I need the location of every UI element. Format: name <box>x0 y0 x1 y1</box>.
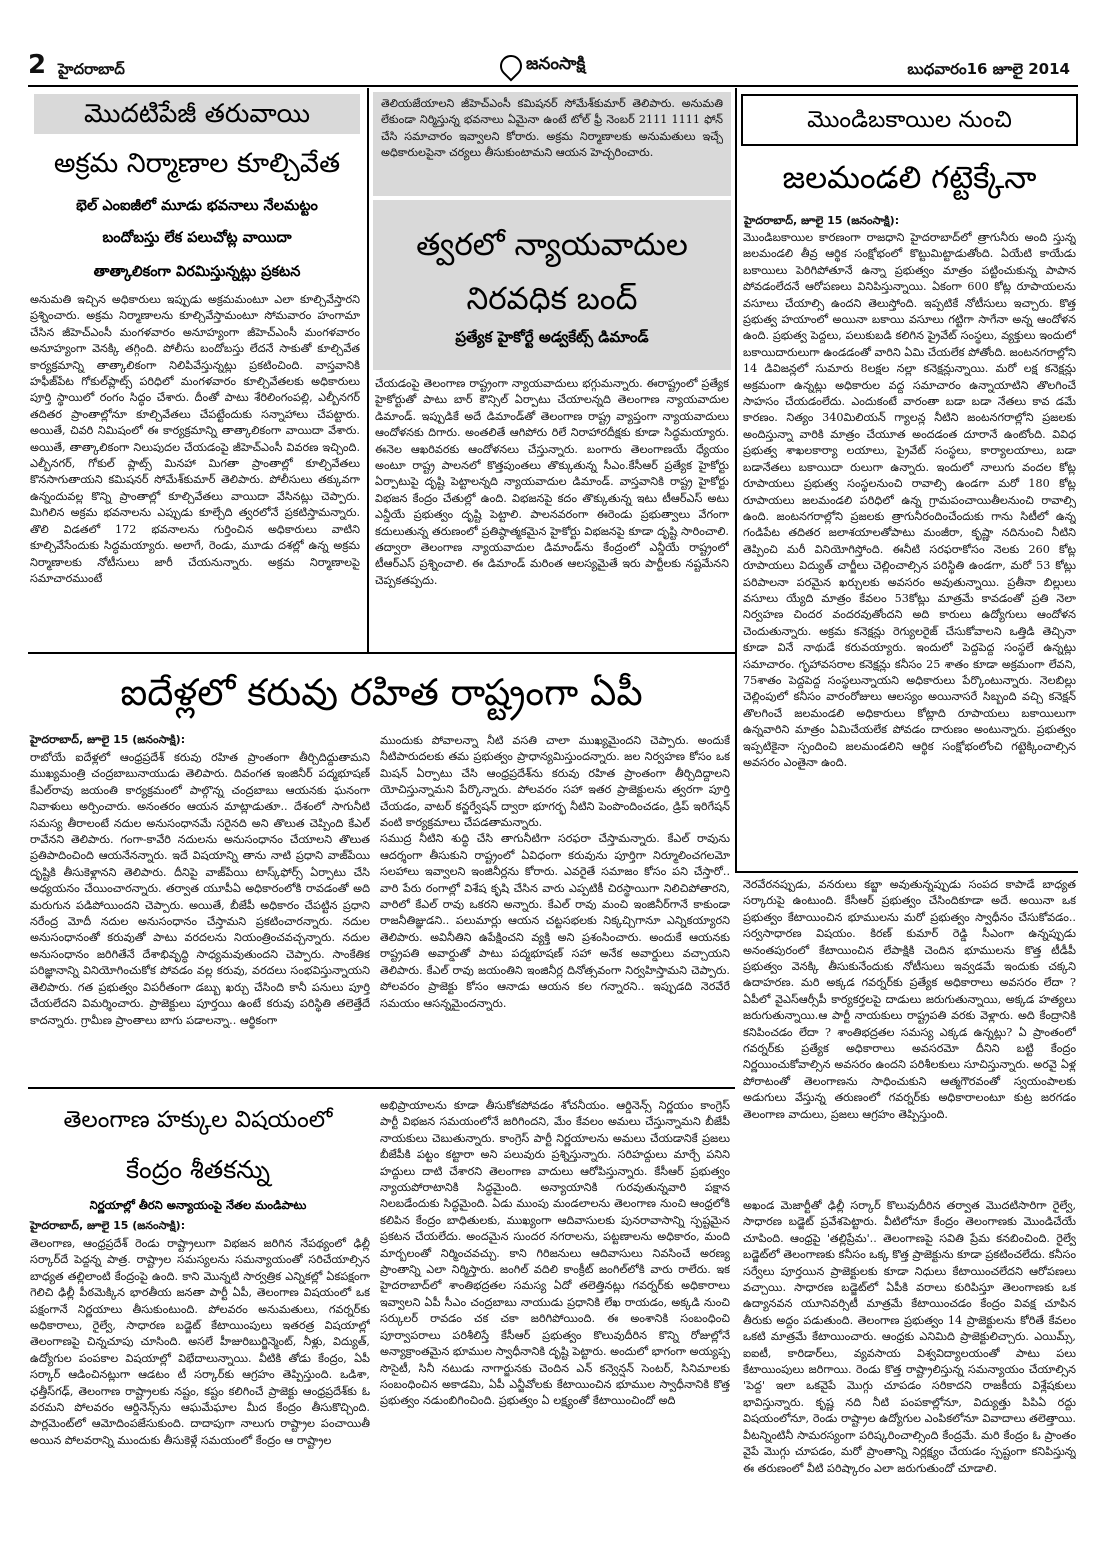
article1-subhead-1: భెల్ ఎంఐజీలో మూడు భవనాలు నేలమట్టం <box>76 198 318 214</box>
article3-body: మొండిబకాయిల కారణంగా రాజధాని హైదరాబాద్‌లో త్రాగునీరు అంది స్తున్న జలమండలి తీవ్ర ఆర్థిక సంక్షోభంలో కొట్టుమిట్టాడుతోంది. ఏయేటి కాయేడు బకాయిలు పెరిగిపోతూనే ఉన్నా ప్రభుత్వం మాత్రం పట్టించుకున్న పాపాన పోవడంలేదనే ఆరోపణలు వినిపిస్తున్నాయి. ఏకంగా 600 కోట్ల రూపాయలను వసూలు చేయాల్సి ఉందని తెలుస్తోంది. ఇప్పటికే నోటీసులు ఇచ్చారు. కొత్త ప్రభుత్వ హయాంలో అయినా బకాయి వసూలు గట్టిగా సాగేనా అన్న ఆందోళన ఉంది. ప్రభుత్వ పెద్దలు, పలుకుబడి కలిగిన ప్రైవేట్ సంస్థలు, వ్యక్తులు ఇందులో బకాయిదారులుగా ఉండడంతో వారిని ఏమి చేయలేక పోతోంది. జంటనగరాల్లోని 14 డివిజన్లలో సుమారు 8లక్షల నల్లా కనెక్షన్లున్నాయి. మరో లక్ష కనెక్షన్లు అక్రమంగా ఉన్నట్లు అధికారుల వద్ద సమాచారం ఉన్నాయాటిని తొలగించే సాహసం చేయడంలేదు. ఎందుకంటే వారంతా బడా బడా నేతలు కావ డమే కారణం. నిత్యం 340మిలియన్ గ్యాలన్ల నీటిని జంటనగరాల్లోని ప్రజలకు అందిస్తున్నా వారికి మాత్రం చేయూత అందడంత దూరానే ఉంటోంది. వివిధ ప్రభుత్వ శాఖలకార్యా లయాలు, ప్రైవేట్ సంస్థలు, కార్యాలయాలు, బడా బడానేతలు బకాయిదా రులుగా ఉన్నారు. ఇందులో నాలుగు వందల కోట్ల రూపాయలు ప్రభుత్వ సంస్థలనుంచి రావాల్సి ఉండగా మరో 180 కోట్ల రూపాయలు జలమండలి పరిధిలో ఉన్న గ్రామపంచాయితీలనుంచి రావాల్సి ఉంది. జంటనగరాల్లోని ప్రజలకు త్రాగునీరందించేందుకు గాను సిటీలో ఉన్న గండిపేట తదితర జలాశయాలతోపాటు మంజీరా, కృష్ణా నదినుంచి నీటిని తెప్పించి మరీ వినియోగిస్తోంది. ఈనీటి సరఫరాకోసం నెలకు 260 కోట్ల రూపాయలు విద్యుత్ చార్జీలు చెల్లించాల్సిన పరిస్థితి ఉండగా, మరో 53 కోట్లు పరిపాలనా పరమైన ఖర్చులకు అవసరం అవుతున్నాయి. ప్రతీనా బిల్లులు వసూలు య్యేది మాత్రం కేవలం 53కోట్లు మాత్రమే కావడంతో ప్రతి నెలా నిర్వహణ చిందర వందరవుతోందని అది కారులు ఉద్యోగులు ఆందోళన చెందుతున్నారు. అక్రమ కనెక్షన్లు రెగ్యులరైజ్ చేసుకోవాలని ఒత్తిడి తెచ్చినా కూడా వినే నాథుడే కరువయ్యారు. ఇందులో పెద్దపెద్ద సంస్థలే ఉన్నట్లు సమాచారం. గృహావసరాల కనెక్షన్లు కనీసం 25 శాతం కూడా అక్రమంగా లేవని, 75శాతం పెద్దపెద్ద సంస్థలున్నాయని అధికారులు పేర్కొంటున్నారు. నెలబిల్లు చెల్లింపులో కనీసం వారంరోజులు ఆలస్యం అయినాసరే సిబ్బంది వచ్చి కనెక్షన్ తొలగించే జలమండలి అధికారులు కోట్లాది రూపాయలు బకాయిలుగా ఉన్నవారిని మాత్రం ఏమిచేయలేక పోవడం దారుణం అంటున్నారు. ప్రభుత్వం ఇప్పటికైనా స్పందించి జలమండలిని ఆర్థిక సంక్షోభంలోంచి గట్టెక్కించాల్సిన అవసరం ఎంతైనా ఉంది. <box>743 231 1076 769</box>
article1-body-continued: తెలియజేయాలని జీహెచ్‌ఎంసీ కమిషనర్ సోమేశ్‌కుమార్ తెలిపారు. అనుమతి లేకుండా నిర్మిస్తున్న భవనాలు ఏమైనా ఉంటే టోల్ ఫ్రీ నెంబర్ 2111 1111 ఫోన్ చేసి సమాచారం ఇవ్వాలని కోరారు. అక్రమ నిర్మాణాలకు అనుమతులు ఇచ్చే అధికారులపైనా చర్యలు తీసుకుంటామని ఆయన హెచ్చరించారు. <box>381 97 723 160</box>
article5-headline-line2: కేంద్రం శీతకన్ను <box>126 1155 270 1184</box>
article2-headline-line2: నిరవధిక బంద్ <box>466 281 638 317</box>
kicker-banner <box>34 94 360 134</box>
article1-body: అనుమతి ఇచ్చిన అధికారులు ఇప్పుడు అక్రమమంటూ ఎలా కూల్చివేస్తారని ప్రశ్నించారు. అక్రమ నిర్మాణాలను కూల్చివేస్తామంటూ సోమవారం హంగామా చేసిన జీహెచ్‌ఎంసీ మంగళవారం అనూహ్యంగా జీహెచ్‌ఎంసీ మంగళవారం అనూహ్యంగా వెనక్కి తగ్గింది. పోలీసు బందోబస్తు లేదనే సాకుతో కూల్చివేత కార్యక్రమాన్ని తాత్కాలికంగా నిలిపివేస్తున్నట్లు ప్రకటించింది. వాస్తవానికి హఫీజ్‌పేట గోకుల్‌ప్లాట్స్ పరిధిలో మంగళవారం కూల్చివేతలకు అధికారులు పూర్తి స్థాయిలో రంగం సిద్ధం చేశారు. దీంతో పాటు శేరిలింగంపల్లి, ఎల్బీనగర్ తదితర ప్రాంతాల్లోనూ కూల్చివేతలు చేపట్టేందుకు సన్నాహాలు చేపట్టారు. అయితే, చివరి నిమిషంలో ఈ కార్యక్రమాన్ని తాత్కాలికంగా వాయిదా వేశారు. అయితే, తాత్కాలికంగా నిలుపుదల చేయడంపై జీహెచ్‌ఎంసీ వివరణ ఇచ్చింది. ఎల్బీనగర్, గోకుల్ ప్లాట్స్ మినహా మిగతా ప్రాంతాల్లో కూల్చివేతలు కొనసాగుతాయని కమిషనర్ సోమేశ్‌కుమార్ తెలిపారు. పోలీసులు తక్కువగా ఉన్నందువల్ల కొన్ని ప్రాంతాల్లో కూల్చివేతలు వాయిదా వేసినట్లు చెప్పారు. మిగిలిన అక్రమ భవనాలను ఎప్పుడు కూల్చేది త్వరలోనే ప్రకటిస్తామన్నారు. తొలి విడతలో 172 భవనాలను గుర్తించిన అధికారులు వాటిని కూల్చివేసేందుకు సిద్ధమయ్యారు. అలాగే, రెండు, మూడు దశల్లో ఉన్న అక్రమ నిర్మాణాలకు నోటీసులు జారీ చేయనున్నారు. అక్రమ నిర్మాణాలపై సమాచారముంటే <box>30 293 360 585</box>
section-rule <box>28 1087 735 1089</box>
article4-dateline: హైదరాబాద్, జూలై 15 (జనంసాక్షి): <box>30 733 186 746</box>
article4-body-col2: ముందుకు పోవాలన్నా నీటి వసతి చాలా ముఖ్యమైందని చెప్పారు. అందుకే నీటిపారుదలకు తమ ప్రభుత్వం ప్రాధాన్యమిస్తుందన్నారు. జల నిర్వహణ కోసం ఒక మిషన్ ఏర్పాటు చేసి ఆంధ్రప్రదేశ్‌ను కరువు రహిత ప్రాంతంగా తీర్చిదిద్దాలని యోచిస్తున్నామని పేర్కొన్నారు. పోలవరం సహా ఇతర ప్రాజెక్టులను త్వరగా పూర్తి చేయడం, వాటర్ కన్జర్వేషన్ ద్వారా భూగర్భ నీటిని పెంపొందించడం, డ్రిప్ ఇరిగేషన్ వంటి కార్యక్రమాలు చేపడతామన్నారు. సముద్ర నీటిని శుద్ధి చేసి తాగునీటిగా సరఫరా చేస్తామన్నారు. కేఎల్ రావును ఆదర్శంగా తీసుకుని రాష్ట్రంలో ఏవిధంగా కరువును పూర్తిగా నిర్మూలించగలమో సలహాలు ఇవ్వాలని ఇంజినీర్లను కోరారు. ఎవరైతే సమాజం కోసం పని చేస్తారో.. వారి పేరు రంగాల్లో విశేష కృషి చేసిన వారు ఎప్పటికీ చిరస్థాయిగా నిలిచిపోతారని, వారిలో కేఎల్ రావు ఒకరని అన్నారు. కేఎల్ రావు మంచి ఇంజినీర్‌గానే కాకుండా రాజనీతిజ్ఞుడని.. పలుమార్లు ఆయన చట్టసభలకు నిక్కచ్చిగానూ ఎన్నికయ్యారని తెలిపారు. అవినీతిని ఉపేక్షించని వ్యక్తి అని ప్రశంసించారు. అందుకే ఆయనకు రాష్ట్రపతి అవార్డుతో పాటు పద్మభూషణ్ సహా అనేక అవార్డులు వచ్చాయని తెలిపారు. కేఎల్ రావు జయంతిని ఇంజినీర్ల దినోత్సవంగా నిర్వహిస్తామని చెప్పారు. పోలవరం ప్రాజెక్టు కోసం ఆనాడు ఆయన కల గన్నారని.. ఇప్పుడది నెరవేరే సమయం ఆసన్నమైందన్నారు. <box>380 734 730 1010</box>
article5-subhead: నిర్ణయాల్లో తీరని అన్యాయంపై నేతల మండిపాటు <box>89 1198 307 1212</box>
article1-headline: అక్రమ నిర్మాణాల కూల్చివేత <box>53 148 341 179</box>
editorial-body-2: అఖండ మెజార్టీతో ఢిల్లీ సర్కార్ కొలువుదీరిన తర్వాత మొదటిసారిగా రైల్వే, సాధారణ బడ్జెట్ ప్రవేశపెట్టారు. వీటిలోనూ కేంద్రం తెలంగాణకు మొండిచేయే చూపింది. ఆంధ్రపై 'తల్లిప్రేమ'.. తెలంగాణపై సవితి ప్రేమ కనబించింది. రైల్వే బడ్జెట్‌లో తెలంగాణకు కనీసం ఒక్క కొత్త ప్రాజెక్టును కూడా ప్రకటించలేదు. కనీసం సర్వేలు పూర్తయిన ప్రాజెక్టులకు కూడా నిధులు కేటాయించలేదని ఆరోపణలు వచ్చాయి. సాధారణ బడ్జెట్‌లో ఏపీకి వరాలు కురిపిస్తూ తెలంగాణకు ఒక ఉద్యానవన యూనివర్సిటీ మాత్రమే కేటాయించడం కేంద్రం వివక్ష చూపిన తీరుకు అద్దం పడుతుంది. తెలంగాణ ప్రభుత్వం 14 ప్రాజెక్టులను కోరితే కేవలం ఒకటి మాత్రమే కేటాయించారు. ఆంధ్రకు ఎనిమిది ప్రాజెక్టులిచ్చారు. ఎయిమ్స్, ఐఐటీ, కారిడార్‌లు, వ్యవసాయ విశ్వవిద్యాలయంతో పాటు పలు కేటాయింపులు జరిగాయి. రెండు కొత్త రాష్ట్రాలిస్తున్న సమన్యాయం చేయాల్సిన 'పెద్ద' ఇలా ఒకవైపే మొగ్గు చూపడం సరికాదని రాజకీయ విశ్లేషకులు భావిస్తున్నారు. కృష్ణ నది నీటి పంపకాల్లోనూ, విద్యుత్తు పిపిఏ రద్దు విషయంలోనూ, రెండు రాష్ట్రాల ఉద్యోగుల ఎంపికలోనూ వివాదాలు తలెత్తాయి. వీటన్నింటినీ సామరస్యంగా పరిష్కరించాల్సింది కేంద్రమే. మరి కేంద్రం ఓ ప్రాంతం వైపే మొగ్గు చూపడం, మరో ప్రాంతాన్ని నిర్లక్ష్యం చేయడం స్పష్టంగా కనిపిస్తున్న ఈ తరుణంలో వీటి పరిష్కారం ఎలా జరుగుతుందో చూడాలి. <box>743 1199 1076 1475</box>
article1-subhead-2: బందోబస్తు లేక పలుచోట్ల వాయిదా <box>102 230 292 246</box>
article5-body-col1: తెలంగాణ, ఆంధ్రప్రదేశ్ రెండు రాష్ట్రాలుగా విభజన జరిగిన నేపథ్యంలో ఢిల్లీ సర్కార్‌దే పెద్దన్న పాత్ర. రాష్ట్రాల సమస్యలను సమన్యాయంతో సరిచేయాల్సిన బాధ్యత తల్లిలాంటి కేంద్రంపై ఉంది. కాని మొన్నటి సార్వత్రిక ఎన్నికల్లో ఏకపక్షంగా గెలిచి ఢిల్లీ పీఠమెక్కిన భారతీయ జనతా పార్టీ ఏపీ, తెలంగాణ విషయంలో ఒక పక్షంగానే నిర్ణయాలు తీసుకుంటుంది. పోలవరం అనుమతులు, గవర్నర్‌కు అధికారాలు, రైల్వే, సాధారణ బడ్జెట్ కేటాయింపులు ఇతరత్ర విషయాల్లో తెలంగాణపై చిన్నచూపు చూసింది. అసలే హీజురిబుర్జిన్మెంట్, నీళ్లు, విద్యుత్, ఉద్యోగుల పంపకాల విషయాల్లో విభేదాలున్నాయి. వీటికి తోడు కేంద్రం, ఏపీ సర్కార్ ఆడించినట్లుగా ఆడటం టీ సర్కార్‌కు ఆగ్రహం తెప్పిస్తుంది. ఒడిశా, ఛత్తీస్‌గఢ్, తెలంగాణ రాష్ట్రాలకు నష్టం, కష్టం కలిగించే ప్రాజెక్టు ఆంధ్రప్రదేశ్‌కు ఓ వరమని పోలవరం ఆర్డినెన్స్‌ను ఆఘమేఘాల మీద కేంద్రం తీసుకొచ్చింది. పార్లమెంట్‌లో ఆమోదింపజేసుకుంది. దాదాపుగా నాలుగు రాష్ట్రాల పంచాయితీ అయిన పోలవరాన్ని ముందుకు తీసుకెళ్లే సమయంలో కేంద్రం ఆ రాష్ట్రాల <box>30 1237 370 1447</box>
issue-date: బుధవారం16 జూలై 2014 <box>907 60 1070 78</box>
masthead-logo <box>500 52 620 80</box>
article3-kicker: మొండిబకాయిల నుంచి <box>807 107 1012 133</box>
article5-body-col2: అభిప్రాయాలను కూడా తీసుకోకపోవడం శోచనీయం. ఆర్డినెన్స్ నిర్ణయం కాంగ్రెస్ పార్టీ విభజన సమయంలోనే జరిగిందని, మేం కేవలం అమలు చేస్తున్నామని బీజేపీ నాయకులు చెబుతున్నారు. కాంగ్రెస్ పార్టీ నిర్ణయాలను అమలు చేయడానికే ప్రజలు బీజేపీకి పట్టం కట్టారా అని పలువురు ప్రశ్నిస్తున్నారు. సరిహద్దులు మార్చే పనిని హద్దులు దాటి చేశారని తెలంగాణ వాదులు ఆరోపిస్తున్నారు. కేసీఆర్ ప్రభుత్వం న్యాయపోరాటానికి సిద్ధమైంది. అన్యాయానికి గురవుతున్నవారి పక్షాన నిలబడేందుకు సిద్ధమైంది. ఏడు ముంపు మండలాలను తెలంగాణ నుంచి ఆంధ్రలోకి కలిపిన కేంద్రం బాధితులకు, ముఖ్యంగా ఆదివాసులకు పునరావాసాన్ని స్పష్టమైన ప్రకటన చేయలేదు. అందమైన సుందర నగరాలను, పట్టణాలను అధికారం, మంది మార్బలంతో నిర్మించవచ్చు. కాని గిరిజనులు ఆదివాసులు నివసించే అరణ్య ప్రాంతాన్ని ఎలా నిర్మిస్తారు. జంగిల్ వదిలి కాంక్రీట్ జంగిల్‌లోకి వారు రాలేరు. ఇక హైదరాబాద్‌లో శాంతిభద్రతల సమస్య ఏదో తలెత్తినట్లు గవర్నర్‌కు అధికారాలు ఇవ్వాలని ఏపీ సీఎం చంద్రబాబు నాయుడు ప్రధానికి లేఖ రాయడం, అక్కడి నుంచి సర్కులర్ రావడం చక చకా జరిగిపోయింది. ఈ అంశానికి సంబంధించి పూర్వాపరాలు పరిశీలిస్తే కేసీఆర్ ప్రభుత్వం కొలువుదీరిన కొన్ని రోజుల్లోనే అన్యాక్రాంతమైన భూముల స్వాధీనానికి దృష్టి పెట్టారు. అందులో భాగంగా అయ్యప్ప సొసైటీ, సినీ నటుడు నాగార్జునకు చెందిన ఎన్ కన్వెన్షన్ సెంటర్, సినిమాలకు సంబంధించిన అకాడమి, ఏపీ ఎన్జీవోలకు కేటాయించిన భూముల స్వాధీనానికి కొత్త ప్రభుత్వం నడుంబిగించింది. ప్రభుత్వం ఏ లక్ష్యంతో కేటాయించిందో అది <box>380 1099 730 1408</box>
editorial-body: నెరవేరనప్పుడు, వనరులు కబ్జా అవుతున్నప్పుడు సంపద కాపాడే బాధ్యత సర్కారుపై ఉంటుంది. కేసీఆర్ ప్రభుత్వం చేసిందికూడా అదే. అయినా ఒక ప్రభుత్వం కేటాయించిన భూములను మరో ప్రభుత్వం స్వాధీనం చేసుకోవడం.. సర్వసాధారణ విషయం. కిరణ్ కుమార్ రెడ్డి సీఎంగా ఉన్నప్పుడు అనంతపురంలో కేటాయించిన లేపాక్షికి చెందిన భూములను కొత్త టీడీపీ ప్రభుత్వం వెనక్కి తీసుకునేందుకు నోటీసులు ఇవ్వడమే ఇందుకు చక్కని ఉదాహరణ. మరి అక్కడ గవర్నర్‌కు ప్రత్యేక అధికారాలు అవసరం లేదా ? ఏపీలో వైఎస్ఆర్సీపీ కార్యకర్తలపై దాడులు జరుగుతున్నాయి, అక్కడ హత్యలు జరుగుతున్నాయి.ఆ పార్టీ నాయకులు రాష్ట్రపతి వరకు వెళ్లారు. అది కేంద్రానికి కనిపించడం లేదా ? శాంతిభద్రతల సమస్య ఎక్కడ ఉన్నట్లు? ఏ ప్రాంతంలో గవర్నర్‌కు ప్రత్యేక అధికారాలు అవసరమో దీనిని బట్టి కేంద్రం నిర్ణయించుకోవాల్సిన అవసరం ఉందని పరిశీలకులు సూచిస్తున్నారు. అరవై ఏళ్ల పోరాటంతో తెలంగాణను సాధించుకుని ఆత్మగౌరవంతో స్వయంపాలకు అడుగులు వేస్తున్న తరుణంలో గవర్నర్‌కు అధికారాలంటూ కుట్ర జరగడం తెలంగాణ వాదులు, ప్రజలు ఆగ్రహం తెప్పిస్తుంది. <box>743 878 1076 1121</box>
logo-icon <box>495 50 526 81</box>
section-rule <box>28 652 735 654</box>
article3-kicker-box <box>741 94 1078 146</box>
page-number: 2 <box>28 50 47 80</box>
article5-headline-line1: తెలంగాణ హక్కుల విషయంలో <box>63 1107 333 1133</box>
column-rule <box>735 88 737 872</box>
logo-text: జనంసాక్షి <box>526 54 586 74</box>
article2-headline-line1: త్వరలో న్యాయవాదుల <box>416 227 688 263</box>
article2-body: చేయడంపై తెలంగాణ రాష్ట్రంగా న్యాయవాదులు భగ్గుమన్నారు. ఈరాష్ట్రంలో ప్రత్యేక హైకోర్టుతో పాటు బార్ కౌన్సిల్ ఏర్పాటు చేయాలన్నది తెలంగాణ న్యాయవాదుల డిమాండ్. ఇప్పుడికే అదే డిమాండ్‌తో తెలంగాణ రాష్ట్ర వ్యాప్తంగా న్యాయవాదులు ఆందోళనకు దిగారు. అంతలితే ఆగిపోరు రిలే నిరాహారదీక్షకు కూడా సిద్ధమయ్యారు. ఈనెల ఆఖరివరకు ఆందోళనలు చేస్తున్నారు. బంగారు తెలంగాణయే ధ్యేయం అంటూ రాష్ట్ర పాలనలో కొత్తపుంతలు తొక్కుతున్న సీఎం.కేసీఆర్ ప్రత్యేక హైకోర్టు ఏర్పాటుపై దృష్టి పెట్టాలన్నది న్యాయవాదుల డిమాండ్. వాస్తవానికి రాష్ట్ర హైకోర్టు విభజన కేంద్రం చేతుల్లో ఉంది. విభజనపై కదం తొక్కుతున్న ఇటు టీఆర్ఎస్ అటు ఎన్డీయే ప్రభుత్వం దృష్టి పెట్టాలి. పాలనవరంగా ఈరెండు ప్రభుత్వాలు వేగంగా కదులుతున్న తరుణంలో ప్రతిష్ఠాత్మకమైన హైకోర్టు విభజనపై కూడా దృష్టి సారించాలి. తద్వారా తెలంగాణ న్యాయవాదుల డిమాండ్‌ను కేంద్రంలో ఎన్డీయే రాష్ట్రంలో టీఆర్ఎస్ ప్రశ్నించాలి. ఈ డిమాండ్ మరింత ఆలస్యమైతే ఇరు పార్టీలకు నష్టమేనని చెప్పకతప్పదు. <box>375 377 729 587</box>
article2-headline-box <box>373 200 731 370</box>
article4-body-col1: రాబోయే ఐదేళ్లలో ఆంధ్రప్రదేశ్ కరువు రహిత ప్రాంతంగా తీర్చిదిద్దుతామని ముఖ్యమంత్రి చంద్రబాబునాయుడు తెలిపారు. దివంగత ఇంజినీర్ పద్మభూషణ్ కేఎల్‌రావు జయంతి కార్యక్రమంలో పాల్గొన్న చంద్రబాబు ఆయనకు ఘనంగా నివాళులు అర్పించారు. అనంతరం ఆయన మాట్లాడుతూ.. దేశంలో సాగునీటి సమస్య తీరాలంటే నదుల అనుసంధానమే సరైనది అని తొలుత చెప్పింది కేఎల్ రావేనని తెలిపారు. గంగా-కావేరి నదులను అనుసంధానం చేయాలని తొలుత ప్రతిపాదించింది ఆయనేనన్నారు. ఇదే విషయాన్ని తాను నాటి ప్రధాని వాజ్‌పేయి దృష్టికి తీసుకెళ్లానని తెలిపారు. దీనిపై వాజ్‌పేయి టాస్క్‌ఫోర్స్ ఏర్పాటు చేసి అధ్యయనం చేయించారన్నారు. తర్వాత యూపీఏ అధికారంలోకి రావడంతో అది మరుగున పడిపోయిందని చెప్పారు. అయితే, బీజేపీ అధికారం చేపట్టిన ప్రధాని నరేంద్ర మోదీ నదుల అనుసంధానం చేస్తామని ప్రకటించారన్నారు. నదుల అనుసంధానంతో కరువుతో పాటు వరదలను నియంత్రించవచ్చన్నారు. నదుల అనుసంధానం జరిగితేనే దేశాభివృద్ధి సాధ్యమవుతుందని చెప్పారు. సాంకేతిక పరిజ్ఞానాన్ని వినియోగించుకోక పోవడం వల్ల కరువు, వరదలు సంభవిస్తున్నాయని తెలిపారు. గత ప్రభుత్వం విపరీతంగా డబ్బు ఖర్చు చేసింది కానీ పనులు పూర్తి చేయలేదని విమర్శించారు. ప్రాజెక్టులు పూర్తయి ఉంటే కరువు పరిస్థితి తలెత్తేదే కాదన్నారు. గ్రామీణ ప్రాంతాలు బాగు పడాలన్నా.. ఆర్థికంగా <box>30 751 370 1027</box>
article5-dateline: హైదరాబాద్, జూలై 15 (జనంసాక్షి): <box>30 1219 186 1232</box>
article1-subhead-3: తాత్కాలికంగా విరమిస్తున్నట్లు ప్రకటన <box>93 264 301 280</box>
article3-headline: జలమండలి గట్టెక్కేనా <box>782 160 1037 196</box>
article3-dateline: హైదరాబాద్, జూలై 15 (జనంసాక్షి): <box>744 214 900 227</box>
section-rule <box>735 871 1078 873</box>
header-rule <box>28 85 1078 87</box>
article4-headline: ఐదేళ్లలో కరువు రహిత రాష్ట్రంగా ఏపీ <box>120 671 643 714</box>
column-rule <box>367 88 369 652</box>
continuation-box <box>373 92 731 196</box>
article2-subhead: ప్రత్యేక హైకోర్టే అడ్వకేట్స్ డిమాండ్ <box>455 328 649 346</box>
page-city: హైదరాబాద్ <box>58 60 125 78</box>
article1-kicker: మొదటిపేజీ తరువాయి <box>83 99 310 129</box>
